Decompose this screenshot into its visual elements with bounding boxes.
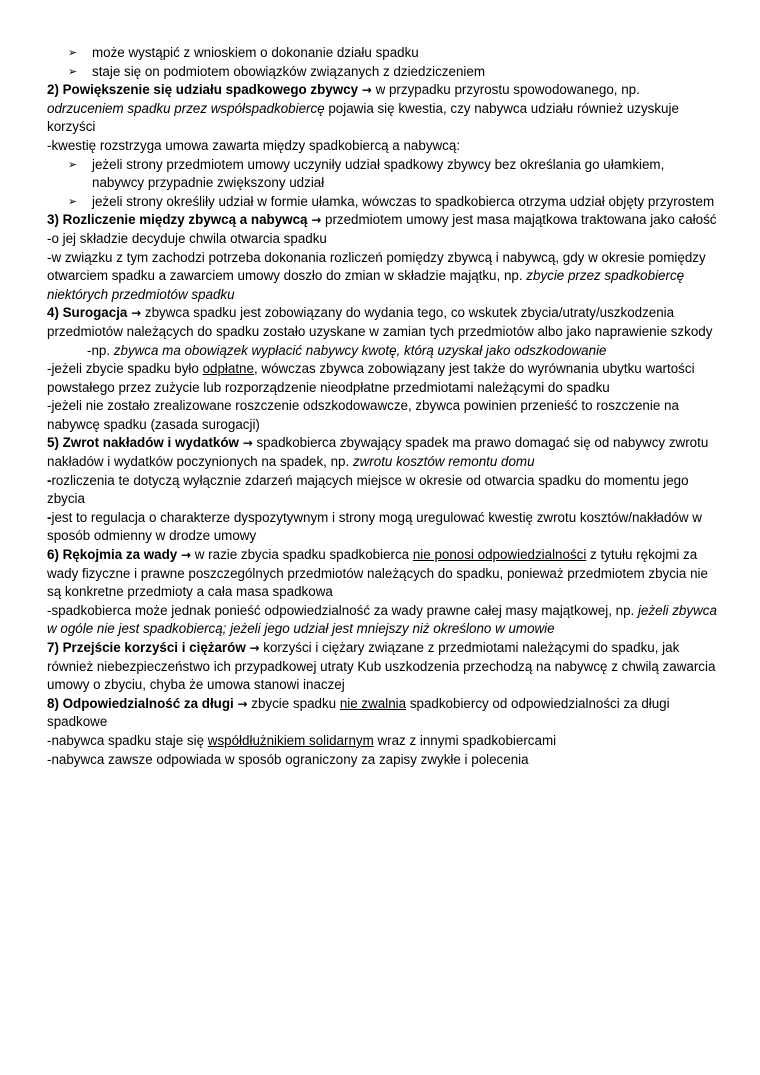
text-line: -kwestię rozstrzyga umowa zawarta między spadkobiercą a nabywcą: [47, 137, 461, 153]
section-heading: 2) Powiększenie się udziału spadkowego zbywcy [47, 82, 359, 98]
example-line: -np. zbywca ma obowiązek wypłacić nabywcy kwotę, którą uzyskał jako odszkodowanie [87, 342, 607, 358]
text-line: -o jej składzie decyduje chwila otwarcia spadku [47, 230, 327, 246]
right-arrow-icon: → [237, 696, 248, 711]
text-line: -spadkobierca może jednak ponieść odpowiedzialność za wady prawne całej masy majątkowej, np. jeżeli zbywca w ogóle nie jest spadkobiercą; jeżeli jego udział jest mniejszy niż określono w umowie [47, 602, 717, 637]
right-arrow-icon: → [311, 213, 322, 228]
bullet-item: ➢ może wystąpić z wnioskiem o dokonanie działu spadku [47, 44, 719, 63]
right-arrow-icon: → [180, 548, 192, 563]
document-page [47, 44, 719, 769]
right-arrow-icon: → [242, 436, 253, 451]
section-2-paragraph: 2) Powiększenie się udziału spadkowego zbywcy → w przypadku przyrostu spowodowanego, np. odrzuceniem spadku przez współspadkobiercę pojawia się kwestia, czy nabywca udziału również uzyskuje korzyści [47, 82, 679, 135]
section-8-paragraph: 8) Odpowiedzialność za długi → zbycie spadku nie zwalnia spadkobiercy od odpowiedzialności za długi spadkowe [47, 695, 670, 730]
bullet-item: ➢ staje się on podmiotem obowiązków związanych z dziedziczeniem [47, 63, 719, 82]
text-line: -rozliczenia te dotyczą wyłącznie zdarzeń mających miejsce w okresie od otwarcia spadku do momentu jego zbycia [47, 472, 689, 507]
text-line: -jest to regulacja o charakterze dyspozytywnym i strony mogą uregulować kwestię zwrotu kosztów/nakładów w sposób odmienny w drodze umowy [47, 509, 702, 544]
bullet-item: ➢ jeżeli strony przedmiotem umowy uczyniły udział spadkowy zbywcy bez określania go ułamkiem, nabywcy przypadnie zwiększony udział [68, 156, 665, 191]
section-heading: 4) Surogacja [47, 305, 128, 321]
bullet-arrow-icon: ➢ [68, 46, 78, 59]
section-heading: 3) Rozliczenie między zbywcą a nabywcą [47, 212, 308, 228]
section-heading: 6) Rękojmia za wady [47, 547, 178, 563]
text-line: -nabywca zawsze odpowiada w sposób ograniczony za zapisy zwykłe i polecenia [47, 751, 529, 767]
text-line: -w związku z tym zachodzi potrzeba dokonania rozliczeń pomiędzy zbywcą i nabywcą, gdy w okresie pomiędzy otwarciem spadku a zawarciem umowy doszło do zmian w składzie majątku, np. zbycie przez spadkobiercę niektórych przedmiotów spadku [47, 249, 706, 302]
text-line: -jeżeli zbycie spadku było odpłatne, wówczas zbywca zobowiązany jest także do wyrównania ubytku wartości powstałego przez zużycie lub rozporządzenie nieodpłatne przedmiotami należącymi do spadku [47, 361, 695, 395]
section-heading: 8) Odpowiedzialność za długi [47, 695, 234, 711]
bullet-arrow-icon: ➢ [68, 157, 78, 171]
section-5-paragraph: 5) Zwrot nakładów i wydatków → spadkobierca zbywający spadek ma prawo domagać się od nabywcy zwrotu nakładów i wydatków poczynionych na spadek, np. zwrotu kosztów remontu domu [47, 435, 709, 470]
right-arrow-icon: → [249, 641, 260, 655]
bullet-item: ➢ jeżeli strony określiły udział w formie ułamka, wówczas to spadkobierca otrzyma udział objęty przyrostem [47, 193, 719, 212]
text-line: -nabywca spadku staje się współdłużnikiem solidarnym wraz z innymi spadkobiercami [47, 732, 557, 748]
section-7-paragraph: 7) Przejście korzyści i ciężarów → korzyści i ciężary związane z przedmiotami należącymi do spadku, jak również niebezpieczeństwo ich przypadkowej utraty Kub uszkodzenia przechodzą na nabywcę z chwilą zawarcia umowy o zbyciu, chyba że umowa stanowi inaczej [47, 640, 716, 693]
section-4-paragraph: 4) Surogacja → zbywca spadku jest zobowiązany do wydania tego, co wskutek zbycia/utraty/uszkodzenia przedmiotów należących do spadku zostało uzyskane w zamian tych przedmiotów albo jako naprawienie szkody [47, 305, 713, 339]
bullet-arrow-icon: ➢ [68, 64, 78, 78]
right-arrow-icon: → [361, 83, 372, 98]
section-3-paragraph: 3) Rozliczenie między zbywcą a nabywcą → przedmiotem umowy jest masa majątkowa traktowana jako całość [47, 212, 717, 228]
section-heading: 5) Zwrot nakładów i wydatków [47, 435, 239, 451]
section-heading: 7) Przejście korzyści i ciężarów [47, 640, 246, 655]
bullet-arrow-icon: ➢ [68, 194, 78, 208]
text-line: -jeżeli nie zostało zrealizowane roszczenie odszkodowawcze, zbywca powinien przenieść to roszczenie na nabywcę spadku (zasada surogacji) [47, 398, 679, 432]
section-6-paragraph: 6) Rękojmia za wady → w razie zbycia spadku spadkobierca nie ponosi odpowiedzialności z tytułu rękojmi za wady fizyczne i prawne poszczególnych przedmiotów należących do spadku, ponieważ przedmiotem zbycia nie są konkretne przedmioty a cała masa spadkowa [47, 547, 708, 600]
right-arrow-icon: → [131, 306, 142, 321]
